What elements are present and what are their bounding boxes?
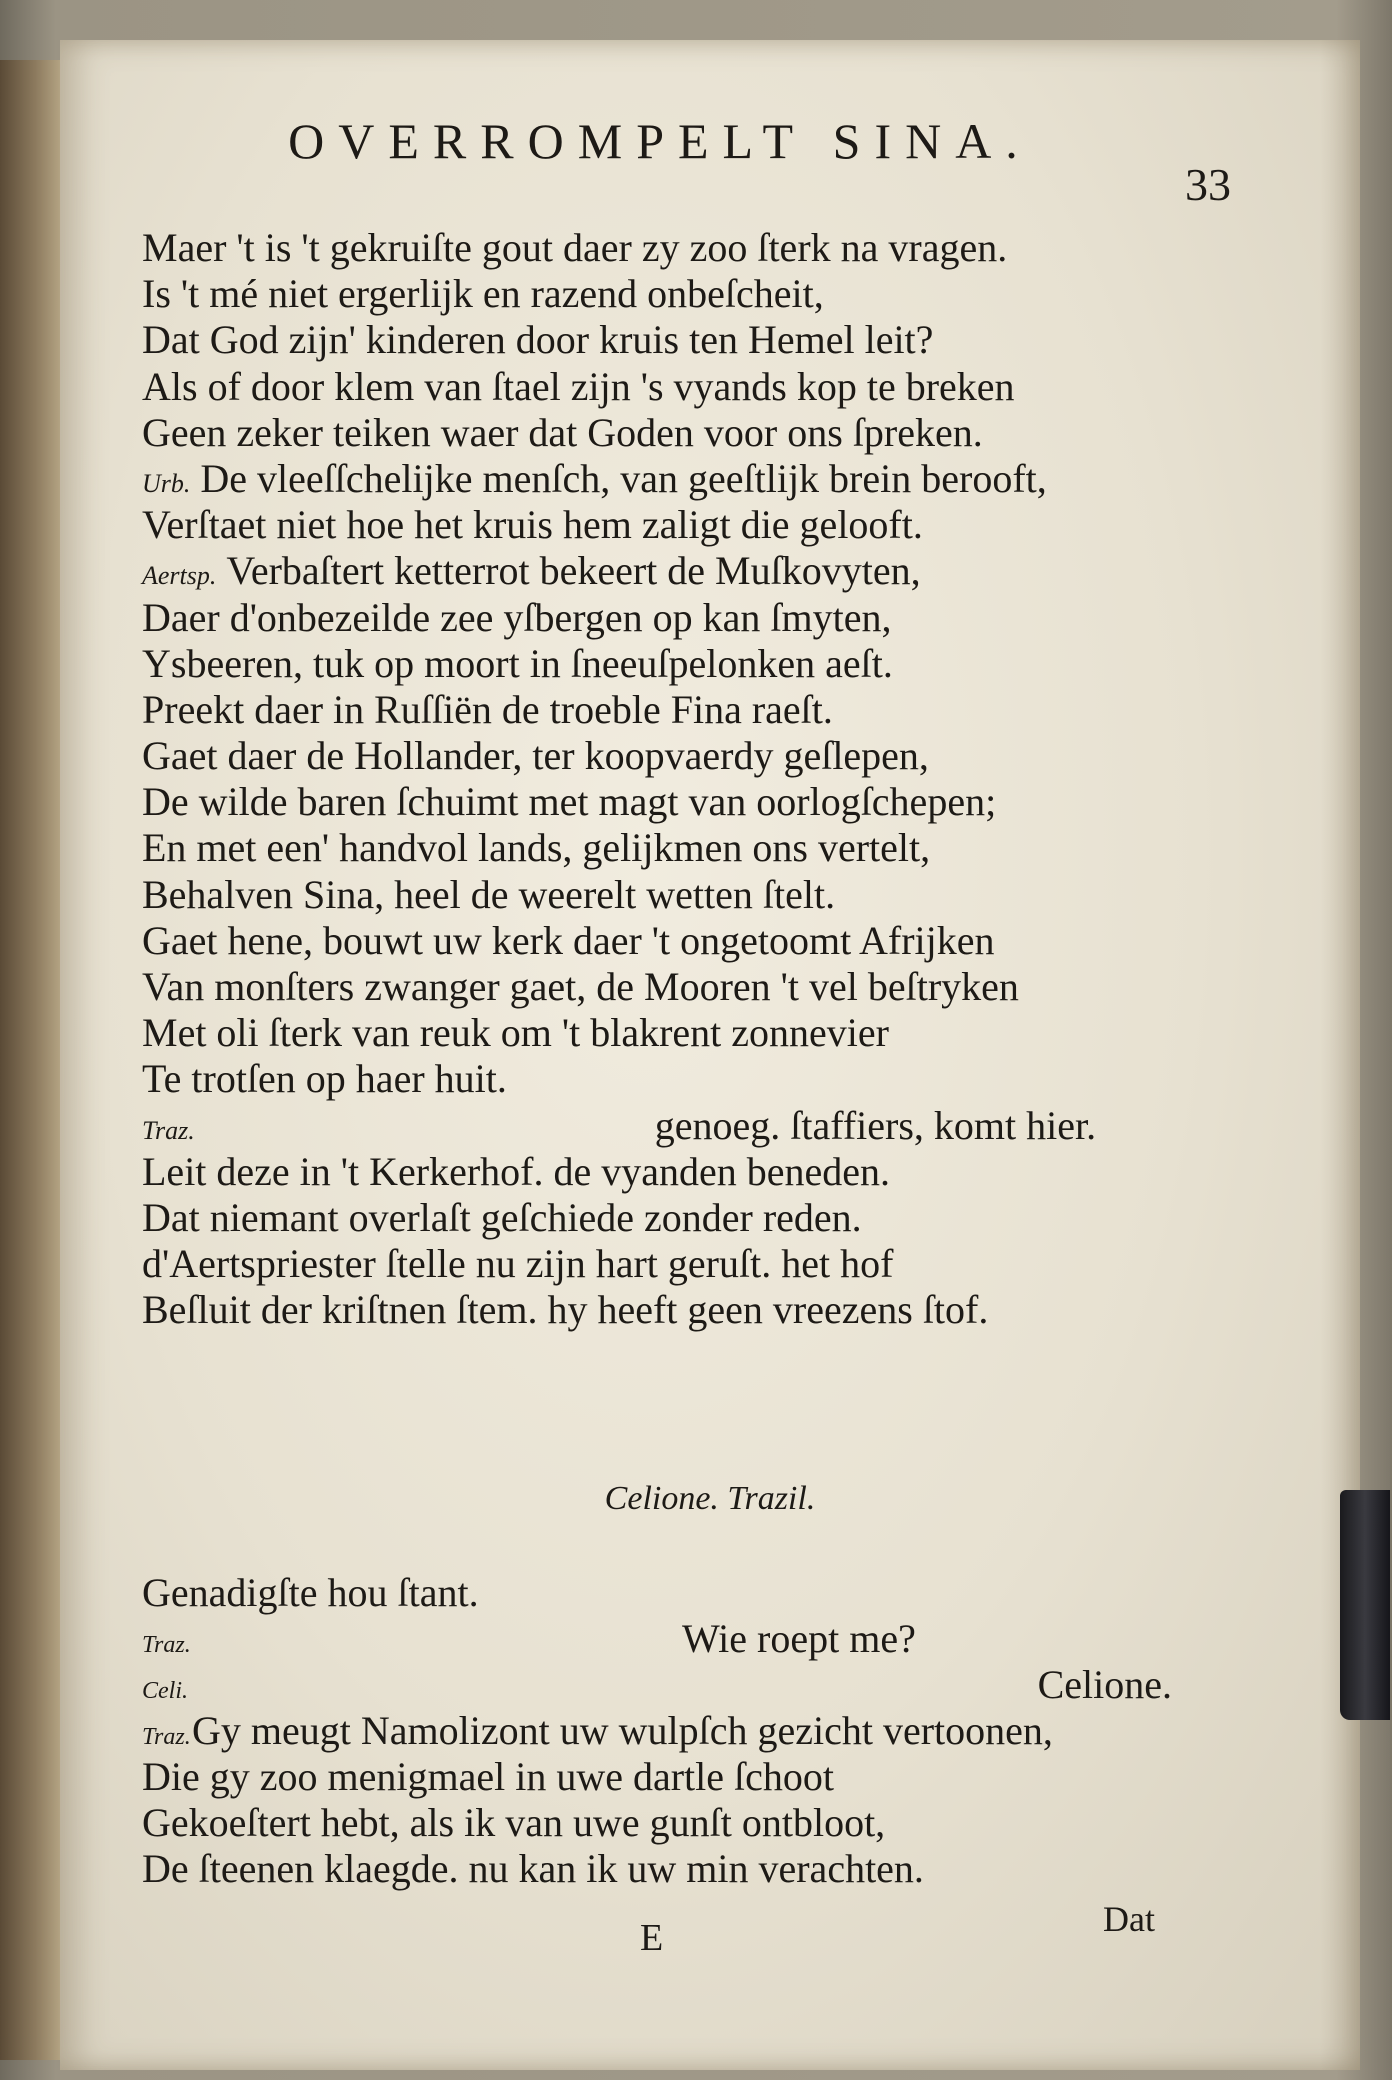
speaker-label: Celi. — [142, 1678, 188, 1704]
line-text: Behalven Sina, heel de weerelt wetten ſtelt. — [142, 871, 836, 917]
speaker-label: Traz. — [142, 1724, 191, 1750]
line-text: Genadigſte hou ſtant. — [142, 1570, 479, 1615]
line-text: Dat God zijn' kinderen door kruis ten Hemel leit? — [142, 317, 934, 363]
verse-line — [142, 1195, 1292, 1241]
verse-line — [142, 456, 1292, 502]
verse-line — [142, 548, 1292, 594]
verse-line — [142, 687, 1292, 733]
dialogue-block — [142, 1570, 1292, 1892]
bookmark-ribbon — [1340, 1490, 1390, 1720]
scene-heading: Celione. Trazil. — [604, 1480, 816, 1517]
book-page — [60, 40, 1360, 2070]
line-text: Verſtaet niet hoe het kruis hem zaligt die gelooft. — [142, 502, 923, 548]
verse-line — [142, 964, 1292, 1010]
speaker-label: Urb. — [142, 468, 191, 498]
line-text: Wie roept me? — [682, 1616, 916, 1661]
dialogue-line — [142, 1662, 1292, 1708]
page-edge-shadow — [1320, 40, 1360, 2070]
verse-block — [142, 225, 1292, 1334]
line-text: Geen zeker teiken waer dat Goden voor ons ſpreken. — [142, 409, 983, 455]
running-head: OVERROMPELT SINA. — [288, 113, 1032, 169]
line-text: Leit deze in 't Kerkerhof. de vyanden beneden. — [142, 1148, 890, 1194]
verse-line — [142, 1149, 1292, 1195]
verse-line — [142, 271, 1292, 317]
line-text: d'Aertspriester ſtelle nu zijn hart geruſt. het hof — [142, 1241, 894, 1287]
verse-line — [142, 595, 1292, 641]
line-text: Als of door klem van ſtael zijn 's vyands kop te breken — [142, 363, 1015, 409]
speaker-label: Aertsp. — [142, 561, 217, 591]
line-text: Te trotſen op haer huit. — [142, 1056, 507, 1102]
verse-line — [142, 410, 1292, 456]
line-text: Gy meugt Namolizont uw wulpſch gezicht vertoonen, — [192, 1708, 1053, 1753]
dialogue-line — [142, 1846, 1292, 1892]
dialogue-line — [142, 1616, 1292, 1662]
line-text: Celione. — [1037, 1662, 1172, 1707]
line-text: Gekoeſtert hebt, als ik van uwe gunſt ontbloot, — [142, 1800, 886, 1845]
line-text: Dat niemant overlaſt geſchiede zonder reden. — [142, 1194, 862, 1240]
page-number: 33 — [1185, 159, 1231, 210]
verse-line — [142, 364, 1292, 410]
line-text: genoeg. ſtaffiers, komt hier. — [654, 1102, 1097, 1148]
line-text: Die gy zoo menigmael in uwe dartle ſchoot — [142, 1754, 835, 1799]
dialogue-line — [142, 1754, 1292, 1800]
line-text: En met een' handvol lands, gelijkmen ons vertelt, — [142, 825, 931, 871]
verse-line — [142, 641, 1292, 687]
verse-line — [142, 502, 1292, 548]
verse-line — [142, 733, 1292, 779]
line-text: Gaet daer de Hollander, ter koopvaerdy geſlepen, — [142, 733, 929, 779]
line-text: Gaet hene, bouwt uw kerk daer 't ongetoomt Afrijken — [142, 917, 995, 963]
line-text: Beſluit der kriſtnen ſtem. hy heeft geen vreezens ſtof. — [142, 1287, 989, 1333]
verse-line — [142, 1103, 1292, 1149]
line-text: Ysbeeren, tuk op moort in ſneeuſpelonken aeſt. — [142, 640, 893, 686]
book-spine — [0, 60, 64, 2060]
verse-line — [142, 1287, 1292, 1333]
verse-line — [142, 779, 1292, 825]
verse-line — [142, 225, 1292, 271]
line-text: Van monſters zwanger gaet, de Mooren 't vel beſtryken — [142, 964, 1019, 1009]
line-text: Met oli ſterk van reuk om 't blakrent zonnevier — [142, 1010, 889, 1056]
line-text: De wilde baren ſchuimt met magt van oorlogſchepen; — [142, 779, 997, 825]
dialogue-line — [142, 1708, 1292, 1754]
line-text: Preekt daer in Ruſſiën de troeble Fina raeſt. — [142, 686, 833, 732]
catchword: Dat — [1103, 1899, 1155, 1939]
line-text: De ſteenen klaegde. nu kan ik uw min verachten. — [142, 1846, 924, 1891]
verse-line — [142, 1056, 1292, 1102]
signature-mark: E — [640, 1917, 664, 1959]
dialogue-line — [142, 1570, 1292, 1616]
dialogue-line — [142, 1800, 1292, 1846]
speaker-label: Traz. — [142, 1632, 191, 1658]
line-text: Is 't mé niet ergerlijk en razend onbeſcheit, — [142, 271, 824, 317]
speaker-label: Traz. — [142, 1115, 195, 1145]
verse-line — [142, 825, 1292, 871]
verse-line — [142, 1241, 1292, 1287]
line-text: De vleeſſchelijke menſch, van geeſtlijk brein berooft, — [200, 455, 1047, 501]
verse-line — [142, 1010, 1292, 1056]
verse-line — [142, 317, 1292, 363]
line-text: Maer 't is 't gekruiſte gout daer zy zoo ſterk na vragen. — [142, 225, 1008, 270]
line-text: Verbaſtert ketterrot bekeert de Muſkovyten, — [226, 548, 921, 594]
line-text: Daer d'onbezeilde zee yſbergen op kan ſmyten, — [142, 594, 892, 640]
verse-line — [142, 872, 1292, 918]
verse-line — [142, 918, 1292, 964]
